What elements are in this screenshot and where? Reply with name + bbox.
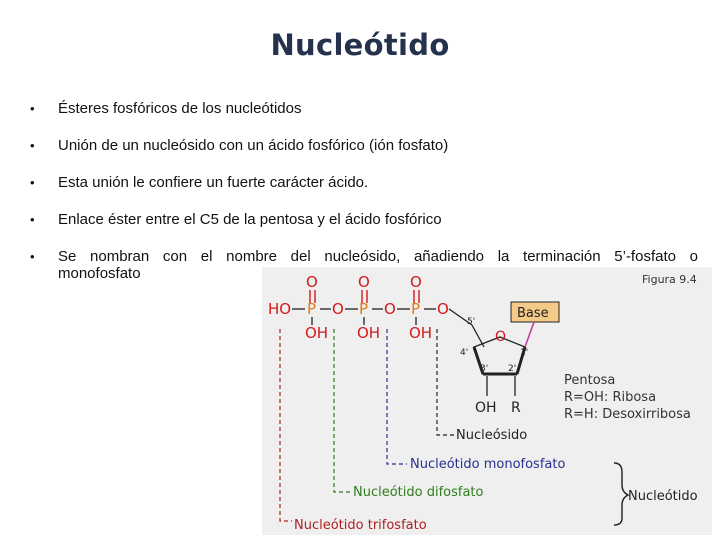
bullet-marker: • — [30, 249, 35, 264]
bullet-item — [30, 100, 698, 118]
triphosphate-label: Nucleótido trifosfato — [294, 518, 427, 533]
phosphorus-atom: P — [411, 300, 421, 318]
carbon-4-label: 4' — [460, 348, 469, 358]
phosphorus-atom: P — [307, 300, 317, 318]
monophosphate-label: Nucleótido monofosfato — [410, 457, 566, 472]
r-group: R — [511, 400, 521, 416]
oxygen-atom: O — [384, 300, 396, 318]
bullet-continuation: monofosfato — [58, 265, 141, 282]
bullet-marker: • — [30, 101, 35, 116]
carbon-5-label: 5' — [467, 317, 476, 327]
nucleotide-structure-diagram — [262, 267, 712, 535]
hydroxyl-group: HO — [268, 300, 292, 318]
bullet-item — [30, 174, 698, 192]
bullet-text: Ésteres fosfóricos de los nucleótidos — [58, 100, 302, 117]
diphosphate-label: Nucleótido difosfato — [353, 485, 484, 500]
bullet-item — [30, 211, 698, 229]
hydroxyl-group: OH — [305, 324, 329, 342]
bullet-marker: • — [30, 138, 35, 153]
carbon-3-label: 3' — [480, 364, 489, 374]
oxygen-atom: O — [332, 300, 344, 318]
carbon-1-label: 1' — [520, 348, 529, 358]
bullet-marker: • — [30, 175, 35, 190]
pentose-deoxyribose: R=H: Desoxirribosa — [564, 407, 691, 422]
figure-caption: Figura 9.4 — [642, 273, 697, 286]
bullet-text: Se nombran con el nombre del nucleósido, añadiendo la terminación 5’-fosfato o — [58, 248, 698, 265]
hydroxyl-group: OH — [357, 324, 381, 342]
ring-oxygen: O — [495, 329, 507, 345]
oxygen-atom: O — [437, 300, 449, 318]
nucleoside-label: Nucleósido — [456, 428, 528, 443]
oxygen-atom: O — [358, 273, 370, 291]
page-title: Nucleótido — [270, 28, 450, 62]
phosphorus-atom: P — [359, 300, 369, 318]
oxygen-atom: O — [306, 273, 318, 291]
bullet-text: Unión de un nucleósido con un ácido fosfórico (ión fosfato) — [58, 137, 449, 154]
bullet-item — [30, 137, 698, 155]
hydroxyl-3-group: OH — [475, 400, 497, 416]
nucleotide-label: Nucleótido — [628, 489, 698, 504]
nucleotide-figure — [262, 267, 712, 535]
hydroxyl-group: OH — [409, 324, 433, 342]
oxygen-atom: O — [410, 273, 422, 291]
bullet-list — [30, 100, 698, 285]
bullet-item — [30, 248, 698, 266]
pentose-title: Pentosa — [564, 373, 616, 388]
carbon-2-label: 2' — [508, 364, 517, 374]
base-label: Base — [517, 306, 549, 321]
bullet-marker: • — [30, 212, 35, 227]
bullet-text: Enlace éster entre el C5 de la pentosa y el ácido fosfórico — [58, 211, 442, 228]
pentose-ribose: R=OH: Ribosa — [564, 390, 657, 405]
bullet-text: Esta unión le confiere un fuerte carácter ácido. — [58, 174, 369, 191]
